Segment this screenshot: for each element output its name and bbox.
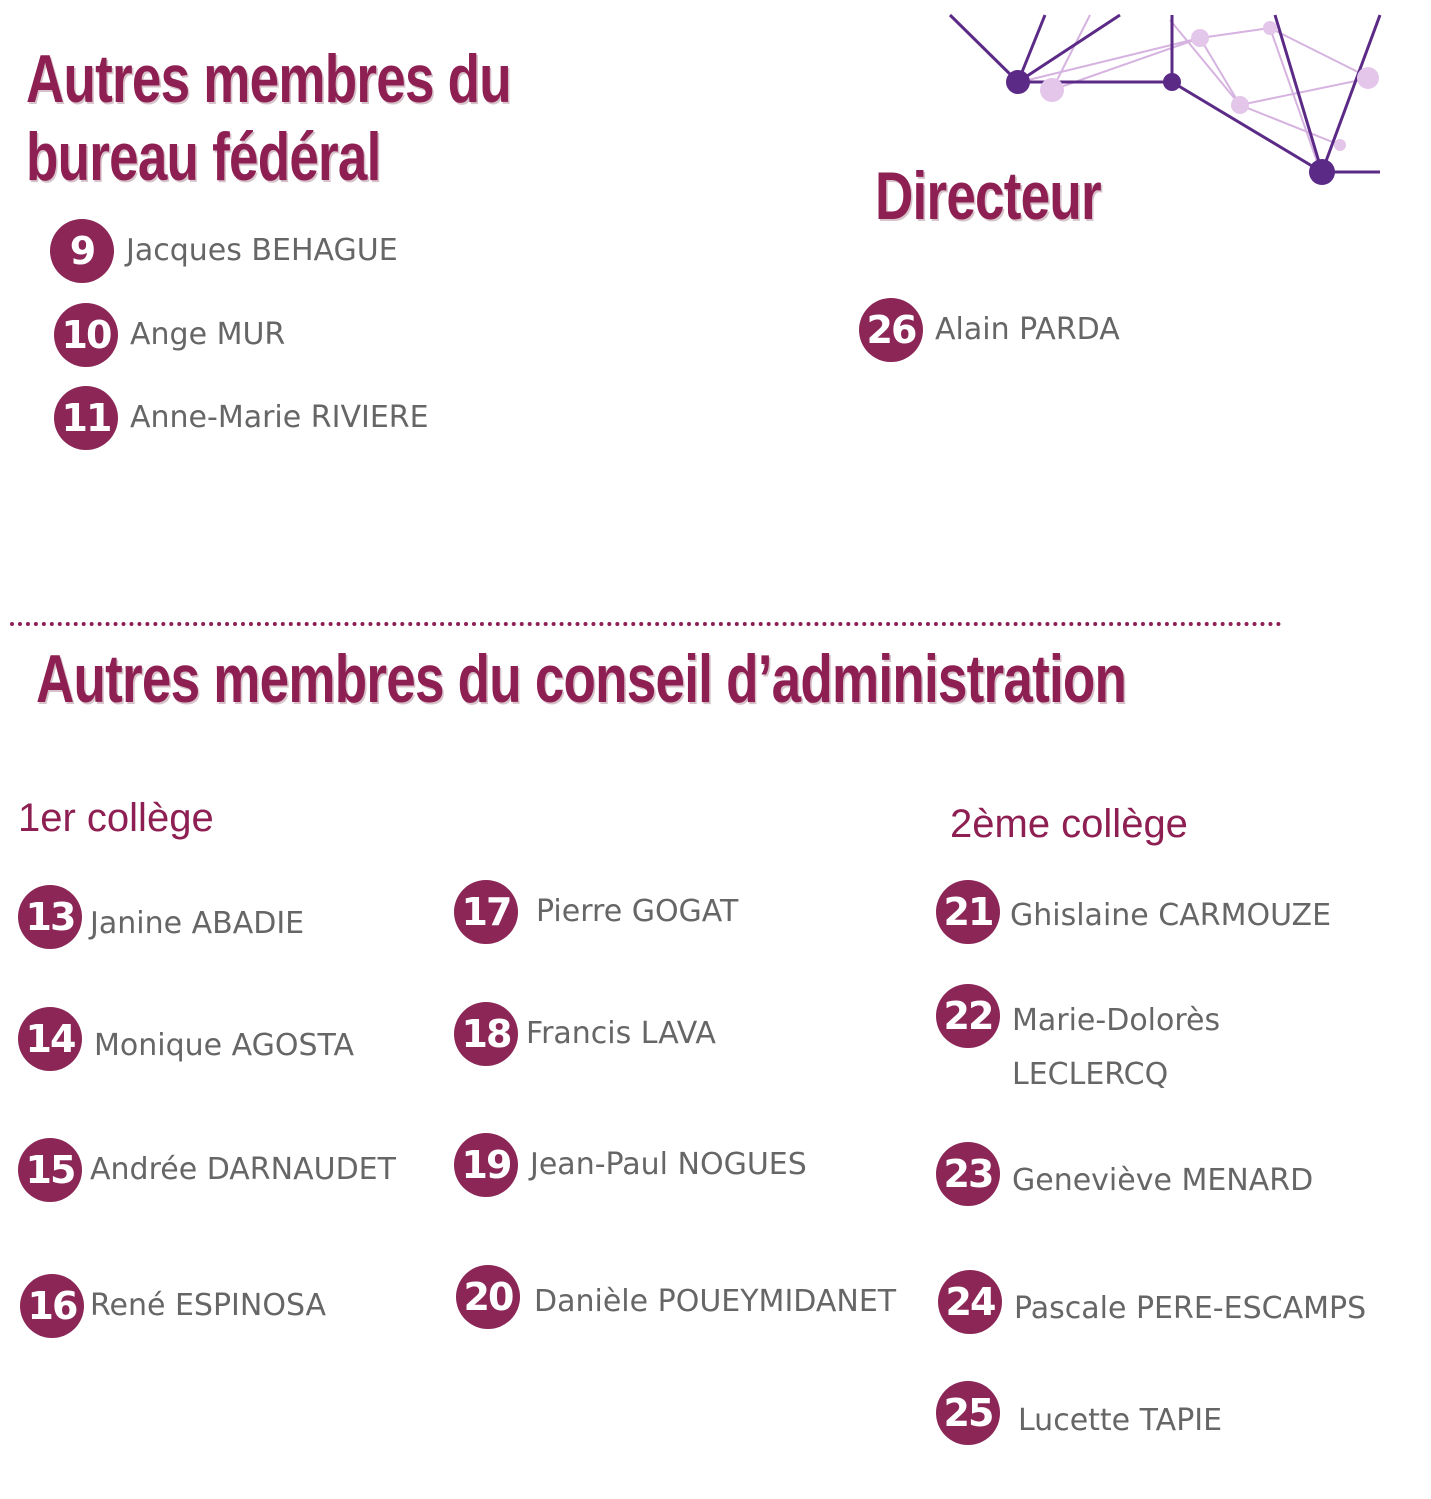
- directeur-member: [859, 298, 1120, 362]
- member-name: Alain PARDA: [935, 312, 1120, 347]
- member-number-badge: 21: [936, 880, 1000, 944]
- member-name: Ghislaine CARMOUZE: [1010, 898, 1332, 933]
- member-name: Danièle POUEYMIDANET: [534, 1284, 897, 1319]
- college1-member: [454, 1002, 716, 1066]
- member-name: Anne-Marie RIVIERE: [130, 400, 429, 435]
- college1-member: [456, 1265, 896, 1329]
- member-number-badge: 15: [18, 1138, 82, 1202]
- member-name: Jean-Paul NOGUES: [530, 1147, 807, 1182]
- member-name: Pascale PERE-ESCAMPS: [1014, 1291, 1367, 1326]
- college1-member: [18, 1005, 354, 1073]
- member-number-badge: 11: [54, 386, 118, 450]
- college2-member: [936, 1140, 1313, 1208]
- college1-member: [18, 1138, 396, 1202]
- college2-member: [938, 1268, 1366, 1336]
- member-number-badge: 9: [50, 219, 114, 283]
- member-name: Janine ABADIE: [90, 906, 305, 941]
- member-number-badge: 26: [859, 298, 923, 362]
- conseil-section-title: Autres membres du conseil d’administration: [36, 641, 1127, 717]
- college2-member: [936, 880, 1331, 944]
- member-name: Marie-Dolorès LECLERCQ: [1012, 1003, 1221, 1092]
- college2-member: [936, 1378, 1222, 1448]
- section-divider: [10, 622, 1282, 626]
- member-name: Jacques BEHAGUE: [126, 233, 398, 268]
- college1-member: [454, 880, 738, 944]
- member-name: Francis LAVA: [526, 1016, 716, 1051]
- member-name: Geneviève MENARD: [1012, 1163, 1314, 1198]
- college2-title: 2ème collège: [950, 802, 1188, 846]
- college1-member: [454, 1133, 807, 1197]
- member-number-badge: 24: [938, 1270, 1002, 1334]
- member-name: Ange MUR: [130, 317, 286, 352]
- member-number-badge: 18: [454, 1002, 518, 1066]
- member-number-badge: 17: [454, 880, 518, 944]
- member-name: Pierre GOGAT: [536, 894, 739, 929]
- college1-title: 1er collège: [18, 796, 214, 840]
- bureau-section-title: Autres membres du bureau fédéral: [26, 41, 511, 195]
- member-number-badge: 13: [18, 885, 82, 949]
- college2-member: [936, 984, 1312, 1102]
- member-name: Lucette TAPIE: [1018, 1403, 1223, 1438]
- member-number-badge: 25: [936, 1381, 1000, 1445]
- college1-member: [18, 883, 304, 951]
- bureau-member: [54, 386, 429, 450]
- member-number-badge: 20: [456, 1265, 520, 1329]
- member-number-badge: 14: [18, 1007, 82, 1071]
- member-name: René ESPINOSA: [90, 1288, 327, 1323]
- college1-member: [20, 1274, 326, 1338]
- member-name: Monique AGOSTA: [94, 1028, 355, 1063]
- member-number-badge: 23: [936, 1142, 1000, 1206]
- member-number-badge: 10: [54, 303, 118, 367]
- bureau-member: [50, 219, 398, 283]
- member-number-badge: 22: [936, 984, 1000, 1048]
- bureau-member: [54, 303, 285, 367]
- member-name: Andrée DARNAUDET: [90, 1152, 396, 1187]
- directeur-section-title: Directeur: [875, 158, 1101, 234]
- member-number-badge: 19: [454, 1133, 518, 1197]
- member-number-badge: 16: [20, 1274, 84, 1338]
